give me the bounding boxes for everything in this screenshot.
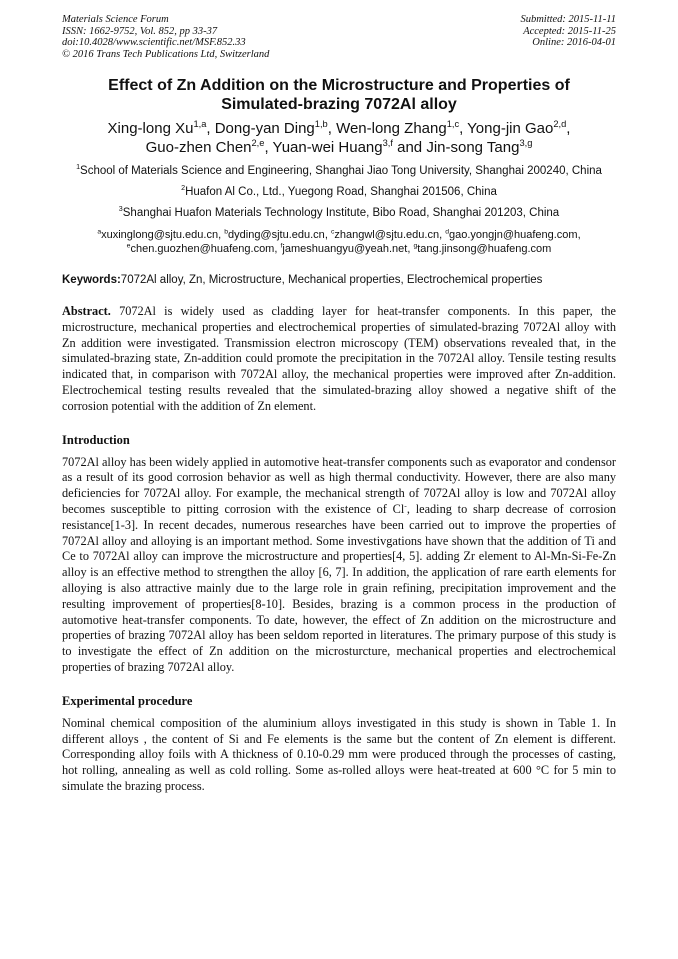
- author-name: Yuan-wei Huang: [272, 139, 383, 156]
- author-affil-mark: 1,c: [446, 119, 460, 129]
- author-name: Guo-zhen Chen: [145, 139, 252, 156]
- chloride-charge-mark: -: [404, 500, 407, 510]
- author-affil-mark: 3,g: [519, 138, 533, 148]
- journal-name: Materials Science Forum: [62, 14, 169, 25]
- author-affil-mark: 1,b: [314, 119, 328, 129]
- introduction-paragraph: [62, 455, 616, 676]
- author-name: Dong-yan Ding: [214, 120, 315, 137]
- keywords-text: 7072Al alloy, Zn, Microstructure, Mechanical properties, Electrochemical properties: [120, 274, 543, 286]
- email-separator: ,: [324, 229, 331, 241]
- keywords-label: Keywords:: [62, 274, 121, 286]
- affiliation: [62, 164, 616, 178]
- author-affil-mark: 2,d: [553, 119, 567, 129]
- journal-info: [62, 14, 269, 60]
- paper-title: Effect of Zn Addition on the Microstructure and Properties of Simulated-brazing 7072Al alloy: [108, 77, 570, 113]
- email-address[interactable]: gao.yongjn@huafeng.com: [449, 229, 578, 241]
- journal-header: [62, 14, 616, 60]
- submitted-date: Submitted: 2015-11-11: [520, 14, 616, 25]
- email-mark: g: [413, 241, 418, 249]
- email-address[interactable]: xuxinglong@sjtu.edu.cn: [101, 229, 219, 241]
- email-item[interactable]: [331, 229, 439, 241]
- author-name: Yong-jin Gao: [467, 120, 554, 137]
- email-mark: b: [224, 228, 229, 236]
- email-mark: c: [330, 228, 335, 236]
- abstract-text: 7072Al is widely used as cladding layer for heat-transfer components. In this paper, the microstructure, mechanical properties and electrochemical properties of simulated-brazing 7072Al alloy with Zn addition were investigated. Transmission electron microscopy (TEM) observations revealed that, in the simulated-brazing state, Zn-addition could promote the precipitation in the 7072Al alloy. Tensile testing results indicated that, in comparison with 7072Al alloy, the mechanical properties were improved after Zn-addition. Electrochemical testing results revealed that the simulated-brazing alloy showed a negative shift of the corrosion potential with the addition of Zn element.: [62, 304, 616, 413]
- email-item[interactable]: [445, 229, 577, 241]
- author-list: [62, 119, 616, 157]
- email-separator: ,: [407, 242, 414, 255]
- email-mark: e: [126, 241, 131, 249]
- affiliation-text: Shanghai Huafon Materials Technology Institute, Bibo Road, Shanghai 201203, China: [122, 207, 560, 219]
- author-emails: [62, 229, 616, 256]
- affiliation-text: School of Materials Science and Engineering, Shanghai Jiao Tong University, Shanghai 200240, China: [80, 165, 602, 177]
- intro-text-part1: 7072Al alloy has been widely applied in automotive heat-transfer components such as evaporator and condensor as a result of its good corrosion behavior as well as high thermal conductivity. However, there are also many deficiencies for 7072Al alloy. For example, the mechanical strength of 7072Al alloy is low and 7072Al alloy becomes susceptible to pitting corrosion with the existence of Cl: [62, 454, 616, 516]
- email-address[interactable]: dyding@sjtu.edu.cn: [228, 229, 325, 241]
- author-name: Xing-long Xu: [107, 120, 194, 137]
- journal-doi[interactable]: doi:10.4028/www.scientific.net/MSF.852.33: [62, 37, 246, 48]
- email-item[interactable]: [413, 243, 551, 255]
- author-name: Wen-long Zhang: [336, 120, 447, 137]
- journal-copyright: © 2016 Trans Tech Publications Ltd, Switzerland: [62, 48, 270, 60]
- section-heading-introduction: Introduction: [62, 432, 130, 447]
- section-heading-experimental: Experimental procedure: [62, 693, 193, 708]
- author-separator: ,: [459, 120, 468, 137]
- author-separator: and: [392, 139, 427, 156]
- affiliation: [62, 185, 616, 199]
- email-mark: f: [280, 241, 283, 249]
- keywords: [62, 273, 616, 287]
- journal-issn: ISSN: 1662-9752, Vol. 852, pp 33-37: [62, 25, 218, 37]
- email-address[interactable]: jameshuangyu@yeah.net: [282, 242, 408, 255]
- email-item[interactable]: [280, 243, 407, 255]
- intro-text-part2: , leading to sharp decrease of corrosion resistance[1-3]. In recent decades, numerous researches have been carried out to improve the properties of 7072Al alloy and alloying is an important method. Some investivgations have shown that the addition of Ti and Ce to 7072Al alloy can improve the microstructure and properties[4, 5]. adding Zr element to Al-Mn-Si-Fe-Zn alloy is an effective method to strengthen the alloy [6, 7]. In addition, the application of rare earth elements for alloying is also attractive mainly due to the large role in grain refining, precipitation improvement and the resulting improvement of properties[8-10]. Besides, brazing is a common process in the production of automotive heat-transfer components. To date, however, the effect of Zn addition on the microstructure and properties of brazing 7072Al alloy has been seldom reported in literatures. The primary purpose of this study is to investigate the effect of Zn addition on the microsturcture, mechanical properties and electrochemical properties of brazing 7072Al alloy.: [62, 501, 616, 674]
- author-separator: ,: [264, 139, 273, 156]
- email-separator: ,: [274, 242, 281, 255]
- email-address[interactable]: zhangwl@sjtu.edu.cn: [334, 229, 440, 241]
- email-item[interactable]: [97, 229, 218, 241]
- affiliation-mark: 1: [76, 163, 81, 172]
- email-separator: ,: [439, 229, 446, 241]
- author-separator: ,: [206, 120, 215, 137]
- author-name: Jin-song Tang: [426, 139, 520, 156]
- abstract-label: Abstract.: [62, 304, 111, 318]
- affiliation-mark: 3: [118, 205, 123, 214]
- email-mark: a: [97, 228, 102, 236]
- author-separator: ,: [327, 120, 337, 137]
- email-separator: ,: [218, 229, 225, 241]
- email-mark: d: [445, 228, 449, 236]
- affiliation-text: Huafon Al Co., Ltd., Yuegong Road, Shanghai 201506, China: [185, 186, 497, 198]
- author-affil-mark: 1,a: [193, 119, 207, 129]
- email-separator: ,: [577, 229, 581, 241]
- author-affil-mark: 2,e: [251, 138, 265, 148]
- accepted-date: Accepted: 2015-11-25: [523, 25, 616, 37]
- email-address[interactable]: chen.guozhen@huafeng.com: [130, 242, 275, 255]
- author-affil-mark: 3,f: [382, 138, 393, 148]
- affiliation-mark: 2: [181, 184, 186, 193]
- affiliation: [62, 206, 616, 220]
- paper-page: [62, 14, 616, 795]
- author-separator: ,: [566, 120, 571, 137]
- submission-dates: [520, 14, 616, 60]
- experimental-paragraph: Nominal chemical composition of the aluminium alloys investigated in this study is shown in Table 1. In different alloys , the content of Si and Fe elements is the same but the content of Zn element is different. Corresponding alloy foils with A thickness of 0.10-0.29 mm were produced through the processes of casting, hot rolling, annealing as well as cold rolling. Some as-rolled alloys were heat-treated at 600 °C for 5 min to simulate the brazing process.: [62, 715, 616, 793]
- online-date: Online: 2016-04-01: [532, 37, 616, 48]
- abstract: [62, 304, 616, 415]
- email-address[interactable]: tang.jinsong@huafeng.com: [417, 242, 552, 255]
- email-item[interactable]: [224, 229, 325, 241]
- email-item[interactable]: [127, 243, 275, 255]
